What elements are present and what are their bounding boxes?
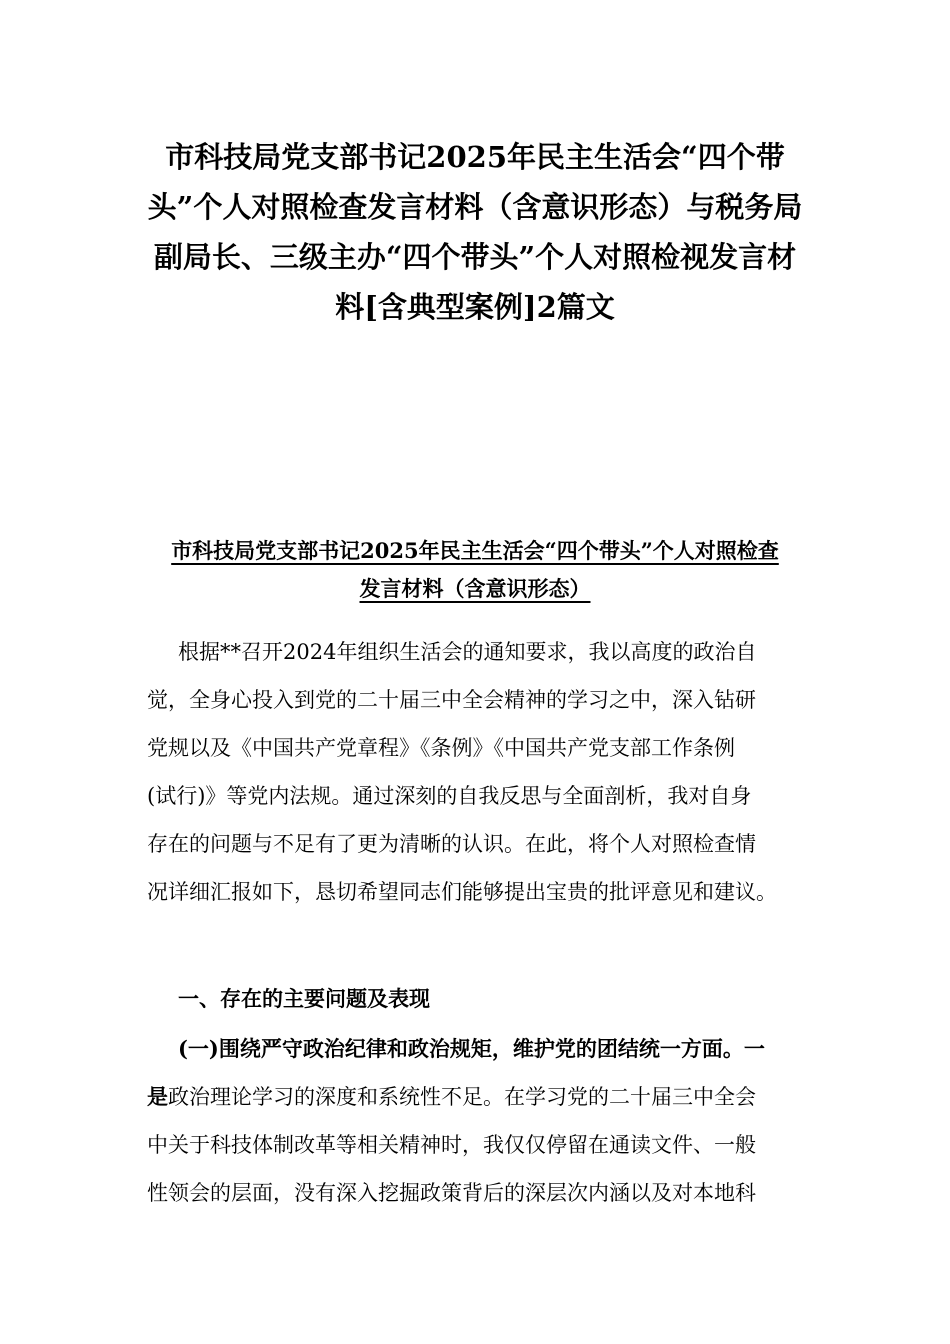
paragraph-line bbox=[147, 1073, 827, 1121]
section-heading-line: 市科技局党支部书记2025年民主生活会“四个带头”个人对照检查 bbox=[171, 538, 779, 563]
title-line: 市科技局党支部书记2025年民主生活会“四个带 bbox=[165, 140, 785, 174]
subheading-1 bbox=[147, 975, 827, 1023]
document-title bbox=[140, 132, 810, 332]
paragraph-line: 党规以及《中国共产党章程》《条例》《中国共产党支部工作条例 bbox=[147, 736, 735, 760]
bold-lead: 是 bbox=[147, 1084, 168, 1109]
paragraph-line: 中关于科技体制改革等相关精神时，我仅仅停留在通读文件、一般 bbox=[147, 1133, 756, 1157]
title-line: 副局长、三级主办“四个带头”个人对照检视发言材 bbox=[153, 240, 797, 274]
paragraph-line: 根据**召开2024年组织生活会的通知要求，我以高度的政治自 bbox=[178, 640, 757, 664]
subheading-text: 一、存在的主要问题及表现 bbox=[178, 986, 430, 1011]
paragraph-line: 况详细汇报如下，恳切希望同志们能够提出宝贵的批评意见和建议。 bbox=[147, 880, 777, 904]
paragraph-text: 政治理论学习的深度和系统性不足。在学习党的二十届三中全会 bbox=[168, 1085, 756, 1109]
subheading-2: (一)围绕严守政治纪律和政治规矩，维护党的团结统一方面。一 bbox=[178, 1036, 765, 1061]
paragraph-line: 性领会的层面，没有深入挖掘政策背后的深层次内涵以及对本地科 bbox=[147, 1181, 756, 1205]
paragraph-line: 觉，全身心投入到党的二十届三中全会精神的学习之中，深入钻研 bbox=[147, 688, 756, 712]
section-heading bbox=[130, 532, 820, 608]
paragraph-line: (试行)》等党内法规。通过深刻的自我反思与全面剖析，我对自身 bbox=[147, 784, 752, 808]
section-heading-line: 发言材料（含意识形态） bbox=[359, 576, 591, 601]
intro-paragraph bbox=[147, 628, 827, 916]
paragraph-line: 存在的问题与不足有了更为清晰的认识。在此，将个人对照检查情 bbox=[147, 832, 756, 856]
problem-paragraph bbox=[147, 1025, 827, 1217]
title-line: 料[含典型案例]2篇文 bbox=[335, 290, 615, 324]
title-line: 头”个人对照检查发言材料（含意识形态）与税务局 bbox=[147, 190, 803, 224]
